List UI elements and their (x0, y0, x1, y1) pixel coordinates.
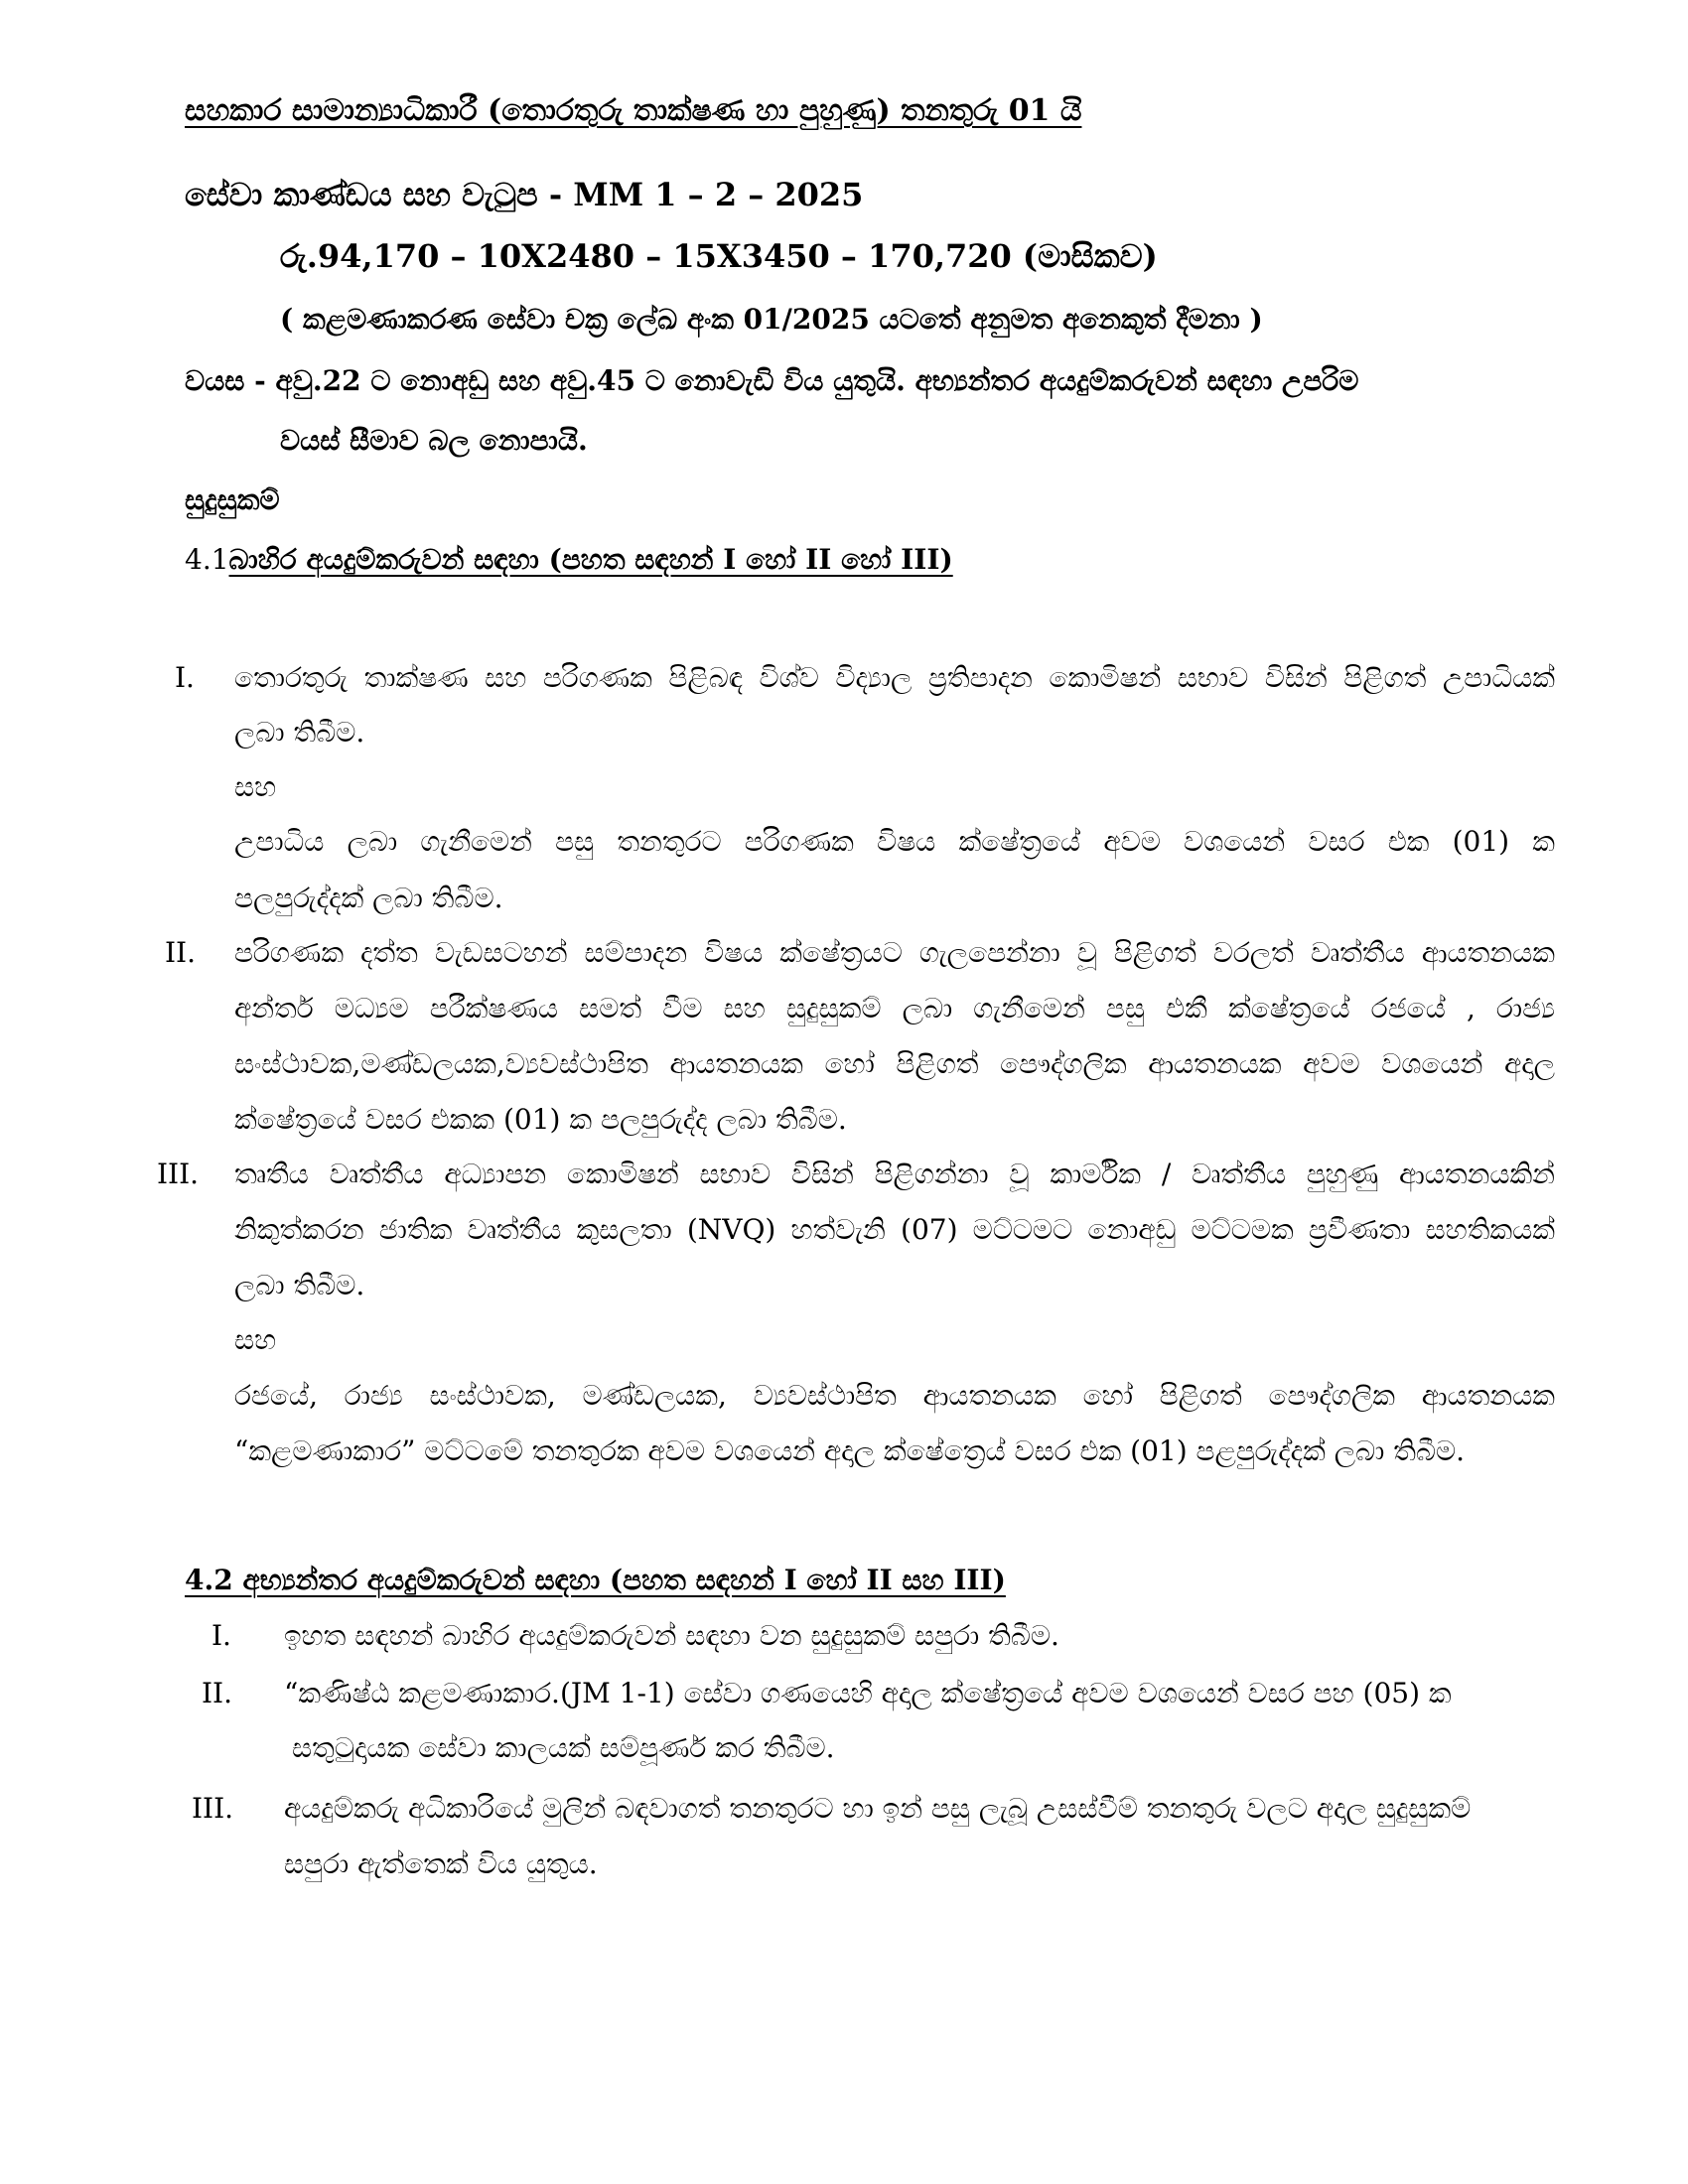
item-4-1-1-line-1: තොරතුරු තාක්ෂණ සහ පරිගණක පිළිබඳ විශ්ව විද්‍යාල ප්‍රතිපාදන කොමිෂන් සභාව විසින් පිළිගත් උපාධියක් (234, 661, 1555, 694)
item-4-2-2-line-1: “කණිෂ්ඨ කළමණාකාර.(JM 1-1) සේවා ගණයෙහි අදාල ක්ෂේත්‍රයේ අවම වශයෙන් වසර පහ (05) ක (284, 1677, 1452, 1709)
item-4-1-1-line-4: පලපුරුද්දක් ලබා තිබීම. (234, 882, 503, 914)
item-4-1-2-line-1: පරිගණක දත්ත වැඩසටහන් සම්පාදන විෂය ක්ෂේත්‍රයට ගැලපෙන්නා වූ පිළිගත් වරලත් වෘත්තීය ආයතනයක (234, 936, 1555, 969)
allowance-note: ( කළමණාකරණ සේවා චක්‍ර ලේඛ අංක 01/2025 යටතේ අනුමත අනෙකුත් දීමනා ) (280, 303, 1263, 336)
item-4-1-3-and: සහ (234, 1323, 277, 1356)
salary-scale-line: රු.94,170 – 10X2480 – 15X3450 – 170,720 (මාසිකව) (280, 237, 1158, 275)
item-4-1-3-line-2: නිකුත්කරන ජාතික වෘත්තීය කුසලතා (NVQ) හත්වැනි (07) මට්ටමට නොඅඩු මට්ටමක ප්‍රවීණතා සහතිකයක් (234, 1213, 1555, 1246)
page-title: සහකාර සාමාන්‍යාධිකාරී (තොරතුරු තාක්ෂණ හා පුහුණු) තනතුරු 01 යි (185, 93, 1082, 128)
item-4-2-2-line-2: සතුටුදායක සේවා කාලයක් සම්පූර්ණ කර තිබීම. (292, 1731, 835, 1764)
item-4-1-1-numeral: I. (175, 661, 195, 694)
item-4-2-2-numeral: II. (202, 1677, 233, 1709)
item-4-2-1-numeral: I. (211, 1619, 231, 1652)
item-4-1-3-line-1: තෘතීය වෘත්තීය අධ්‍යාපන කොමිෂන් සභාව විසින් පිළිගන්නා වූ කාර්මික / වෘත්තීය පුහුණු ආයතනයකින් (234, 1158, 1555, 1190)
item-4-1-2-line-4: ක්ෂේත්‍රයේ වසර එකක (01) ක පලපුරුද්ද ලබා තිබීම. (234, 1103, 847, 1136)
item-4-1-3-line-3: ලබා තිබීම. (234, 1269, 365, 1301)
item-4-2-3-line-1: අයදුම්කරු අධිකාරියේ මුලින් බඳවාගත් තනතුරට හා ඉන් පසු ලැබූ උසස්වීම් තනතුරු වලට අදාල සුදුසුකම් (284, 1792, 1472, 1825)
age-line-1: වයස - අවු.22 ට නොඅඩු සහ අවු.45 ට නොවැඩි විය යුතුයි. අභ්‍යන්තර අයදුම්කරුවන් සඳහා උපරිම (185, 364, 1359, 397)
item-4-1-2-line-3: සංස්ථාවක,මණ්ඩලයක,ව්‍යවස්ථාපිත ආයතනයක හෝ පිළිගත් පෞද්ගලික ආයතනයක අවම වශයෙන් අදාල (234, 1047, 1555, 1080)
item-4-1-1-and: සහ (234, 770, 277, 803)
section-4-1-number: 4.1 (185, 543, 229, 576)
item-4-1-2-line-2: අන්තර් මධ්‍යම පරීක්ෂණය සමත් වීම සහ සුදුසුකම් ලබා ගැනීමෙන් පසු එකී ක්ෂේත්‍රයේ රජයේ , රාජ්‍ය (234, 992, 1555, 1024)
item-4-1-1-line-2: ලබා තිබීම. (234, 716, 365, 749)
item-4-1-1-line-3: උපාධිය ලබා ගැනීමෙන් පසු තනතුරට පරිගණක විෂය ක්ෂේත්‍රයේ අවම වශයෙන් වසර එක (01) ක (234, 825, 1555, 858)
item-4-1-3-numeral: III. (157, 1158, 200, 1190)
item-4-2-1-line-1: ඉහත සඳහන් බාහිර අයදුම්කරුවන් සඳහා වන සුදුසුකම් සපුරා තිබීම. (284, 1619, 1059, 1652)
salary-code-line: සේවා කාණ්ඩය සහ වැටුප - MM 1 – 2 – 2025 (185, 176, 864, 213)
qualifications-heading: සුදුසුකම් (185, 483, 280, 516)
section-4-1-heading (185, 540, 953, 580)
section-4-2-heading: 4.2 අභ්‍යන්තර අයදුම්කරුවන් සඳහා (පහත සඳහන් I හෝ II සහ III) (185, 1564, 1006, 1596)
item-4-2-3-line-2: සපුරා ඇත්තෙක් විය යුතුය. (284, 1847, 598, 1880)
item-4-2-3-numeral: III. (192, 1792, 234, 1825)
item-4-1-3-line-4: රජයේ, රාජ්‍ය සංස්ථාවක, මණ්ඩලයක, ව්‍යවස්ථාපිත ආයතනයක හෝ පිළිගත් පෞද්ගලික ආයතනයක (234, 1379, 1555, 1412)
section-4-1-title: බාහිර අයදුම්කරුවන් සඳහා (පහත සඳහන් I හෝ II හෝ III) (228, 543, 953, 576)
item-4-1-3-line-5: “කළමණාකාර” මට්ටමේ තනතුරක අවම වශයෙන් අදාල ක්ෂේත්‍රෙය් වසර එක (01) පළපුරුද්දක් ලබා තිබීම. (234, 1434, 1465, 1467)
age-line-2: වයස් සීමාව බල නොපායි. (280, 424, 588, 457)
item-4-1-2-numeral: II. (165, 936, 197, 969)
